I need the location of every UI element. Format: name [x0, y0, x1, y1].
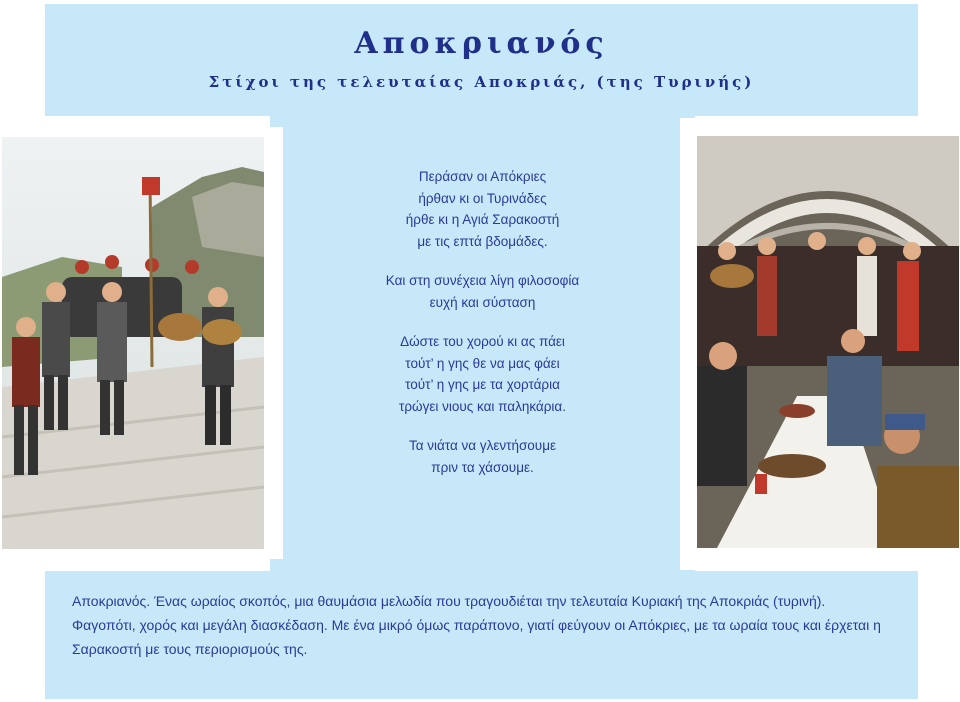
poem: [270, 166, 695, 496]
page-title: Αποκριανός: [354, 26, 609, 61]
verse: τούτ’ η γης με τα χορτάρια: [405, 377, 560, 392]
right-photo-frame: [680, 118, 960, 570]
feast-illustration: [697, 136, 959, 548]
stanza-3: [270, 331, 695, 417]
verse: τρώγει νιους και παληκάρια.: [399, 398, 566, 414]
procession-photo: [2, 137, 264, 549]
verse: Τα νιάτα να γλεντήσουμε: [408, 438, 556, 453]
stanza-1: [270, 166, 695, 252]
verse: Και στη συνέχεια λίγη φιλοσοφία: [385, 273, 580, 288]
verse: τούτ’ η γης θε να μας φάει: [405, 355, 560, 371]
left-photo-frame: [0, 127, 283, 559]
procession-illustration: [2, 137, 264, 549]
verse: πριν τα χάσουμε.: [431, 459, 534, 475]
verse: με τις επτά βδομάδες.: [417, 233, 548, 249]
footer-description: Αποκριανός. Ένας ωραίος σκοπός, μια θαυμάσια μελωδία που τραγουδιέται την τελευταία Κυριακή της Αποκριάς (τυρινή). Φαγοπότι, χορός και μεγάλη διασκέδαση. Με ένα μικρό όμως παράπονο, γιατί φεύγουν οι Απόκριες, με τα ωραία τους και έρχεται η Σαρακοστή με τους περιορισμούς της.: [72, 593, 881, 657]
verse: Περάσαν οι Απόκριες: [418, 169, 547, 184]
header-band: [45, 4, 918, 116]
stanza-4: [270, 435, 695, 478]
verse: ήρθε κι η Αγιά Σαρακοστή: [405, 212, 560, 227]
feast-photo: [697, 136, 959, 548]
stanza-2: [270, 270, 695, 313]
verse: Δώστε του χορού κι ας πάει: [400, 334, 565, 349]
verse: ευχή και σύσταση: [429, 294, 536, 310]
page-subtitle: Στίχοι της τελευταίας Αποκριάς, (της Τυρινής): [208, 73, 755, 91]
verse: ήρθαν κι οι Τυρινάδες: [418, 190, 547, 206]
